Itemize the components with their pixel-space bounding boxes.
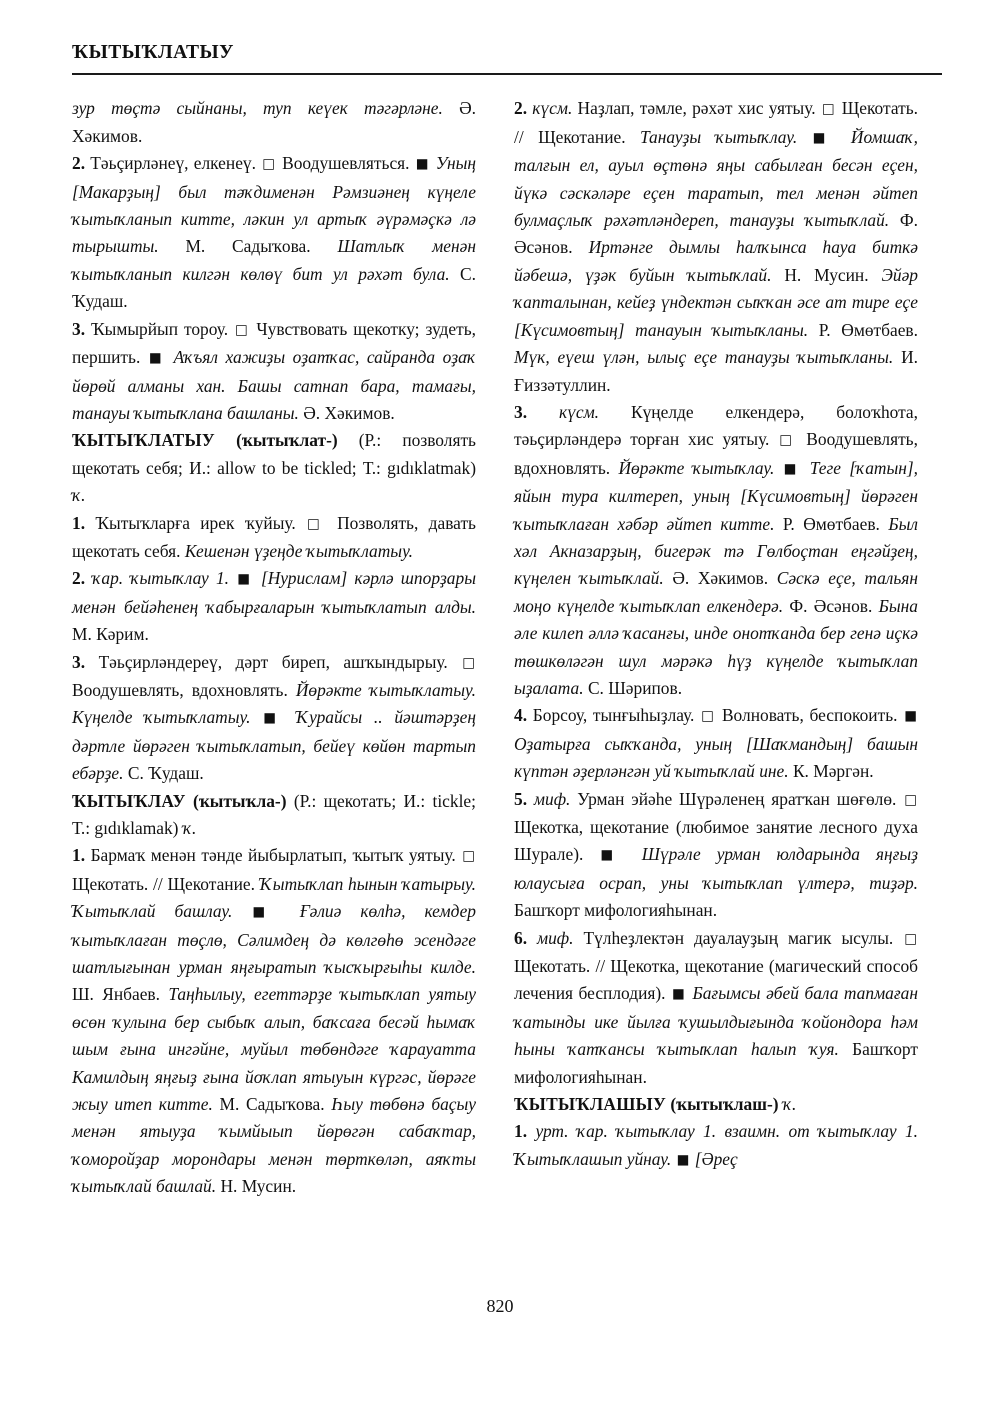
sense-2-kytyklatyu (72, 565, 476, 648)
headword: ҠЫТЫҠЛАШЫУ (514, 1094, 667, 1115)
sense-1-kytyklashyu (514, 1118, 918, 1174)
example-source: Ә. Хәкимов. (303, 402, 395, 423)
sense-number: 3. (514, 401, 528, 422)
example-text: Ҡытыҡлап һынын ҡатырыу. Ҡытыҡлай башлау. (72, 873, 476, 922)
filled-square-icon: ■ (415, 156, 430, 173)
example-source: Башҡорт мифологияһынан. (514, 1039, 918, 1087)
cross-reference: ҡар. ҡытыҡлау 1. (92, 568, 229, 589)
paragraph-continuation (72, 95, 476, 150)
open-square-icon: □ (779, 432, 797, 449)
headword: ҠЫТЫҠЛАТЫУ (72, 430, 215, 451)
example-source: И. Ғиззәтуллин. (514, 347, 918, 395)
example-source: М. Садыҡова. (185, 236, 311, 257)
filled-square-icon: ■ (148, 350, 165, 367)
open-square-icon: □ (904, 930, 918, 947)
open-square-icon: □ (821, 101, 836, 118)
bashkir-definition: Күңелде елкендерә, болоҡһота, тәьçирләндерә торған хис уятыу. (514, 401, 918, 450)
example-source: Н. Мусин. (220, 1176, 297, 1197)
filled-square-icon: ■ (904, 708, 917, 725)
sense-number: 1. (72, 512, 86, 533)
sense-number: 5. (514, 788, 528, 809)
open-square-icon: □ (262, 156, 276, 173)
usage-label: миф. (533, 788, 571, 809)
example-text: Йөрәкте ҡытыҡлатыу. Күңелде ҡытыҡлатыу. (72, 679, 476, 728)
example-source: К. Мәргән. (792, 761, 874, 782)
sense-5-kytyklau (514, 786, 918, 925)
usage-label: күсм. (532, 98, 573, 119)
sense-number: 2. (72, 153, 86, 174)
sense-3-kytyklatyu (72, 649, 476, 788)
sense-3-kytyklanyu (72, 316, 476, 428)
example-source: Ә. Хәкимов. (72, 98, 476, 146)
example-source: Ф. Әсәнов. (514, 210, 918, 258)
example-text: Кешенән үҙеңде ҡытыҡлатыу. (184, 540, 414, 561)
sense-number: 6. (514, 927, 528, 948)
example-text: Йөрәкте ҡытыҡлау. (618, 457, 775, 478)
example-text: Таңһылыу, егеттәрҙе ҡытыҡлап уятыу өсөн ҡулына бер сыбыҡ алып, баҡсаға бесәй һымаҡ шым ғына ингәйне, муйыл төбөндәге ҡарауатта Камилдың яңғыҙ ғына йоҡлап ятыуын күргәс, йөрәге жыу итеп китте. (72, 984, 476, 1115)
headword-stem: (ҡытыҡлат-) (236, 430, 338, 451)
sense-number: 2. (514, 98, 528, 119)
example-source: Ф. Әсәнов. (789, 595, 873, 616)
example-source: Н. Мусин. (784, 264, 869, 285)
example-text: Ҡурайсы .. йәштәрҙең дәртле йөрәген ҡытыҡлатып, бейеү көйөн тартып ебәрҙе. (72, 707, 476, 784)
example-source: С. Шәрипов. (587, 677, 683, 698)
sense-number: 3. (72, 651, 86, 672)
example-source: С. Ҡудаш. (127, 763, 204, 784)
filled-square-icon: ■ (676, 1151, 690, 1168)
example-text: Был хәл Акназарҙың, бигерәк тә Гөлбоçтан еңгәйҙең, күңелен ҡытыҡлай. (514, 513, 918, 589)
example-text: Йомшаҡ, талғын ел, ауыл өçтөнә яңы сабылған бесән еçен, йүкә сәскәләре еçен таратып, тел менән әйтеп булмаçлыҡ рәхәтләндереп, танауҙы ҡытыҡлай. (514, 126, 918, 231)
entry-kytyklau (72, 788, 476, 843)
bashkir-definition: Түлһеҙлектән дауалауҙың магик ысулы. (583, 927, 894, 948)
open-square-icon: □ (235, 321, 250, 338)
example-text: Ғәлиә көлһә, кемдер ҡытыҡлаған төçлө, Сәлимдең дә көлгөһө эсендәге шатлығынан урман яңғыратып ҡысҡырғыһы килде. (72, 901, 476, 978)
example-text: Теге [ҡатын], яйын тура килтереп, уның [Күсимовтың] йөрәген ҡытыҡлаған хәбәр әйтеп китте. (514, 457, 918, 534)
open-square-icon: □ (462, 654, 475, 671)
sense-number: 3. (72, 318, 86, 339)
russian-definition: Позволять, давать щекотать себя. (72, 512, 476, 561)
bashkir-definition: Тәьçирләнеү, елкенеү. (90, 153, 256, 174)
example-source: Р. Өмөтбаев. (782, 513, 880, 534)
left-column (72, 95, 476, 1280)
russian-definition: Чувствовать щекотку; зудеть, першить. (72, 318, 477, 368)
filled-square-icon: ■ (237, 571, 253, 588)
sense-number: 1. (514, 1121, 528, 1142)
translation-gloss: (Р.: щекотать; И.: tickle; Т.: gıdıklamak) (72, 790, 476, 838)
russian-definition: Воодушевлять, вдохновлять. (514, 429, 918, 478)
filled-square-icon: ■ (600, 847, 625, 864)
open-square-icon: □ (701, 708, 716, 725)
sense-2-kytyklau (514, 95, 918, 398)
example-text: зур төçтә сыйнаны, туп кеүек тәгәрләне. (72, 98, 443, 119)
filled-square-icon: ■ (672, 986, 686, 1003)
translation-gloss: (Р.: позволять щекотать себя; И.: allow to be tickled; Т.: gıdıklatmak) (72, 430, 476, 478)
sense-number: 1. (72, 845, 86, 866)
headword-stem: (ҡытыҡла-) (193, 790, 287, 811)
russian-definition: Щекотать. // Щекотание. (72, 873, 255, 894)
sense-1-kytyklau (72, 842, 476, 1200)
example-text: Һыу төбөнә баçыу менән ятыуҙа ҡымйыып йөрөгән сабаҡтар, ҡоморойҙар морондары менән төрткөләп, аяҡты ҡытыҡлай башлай. (72, 1094, 476, 1197)
page-number: 820 (486, 1296, 514, 1316)
usage-label: күсм. (559, 401, 600, 422)
example-text: Шүрәле урман юлдарында яңғыҙ юлаусыға осрап, уны ҡытыҡлап үлтерә, тиҙәр. (514, 844, 918, 893)
russian-definition: Щекотка, щекотание (любимое занятие лесного духа Шурале). (514, 817, 918, 865)
example-text: Эйәр ҡапталынан, кейеҙ үндектән сыҡҡан әсе ат тире еçе [Күсимовтың] танауын ҡытыҡланы. (514, 264, 918, 340)
example-text: Мүк, еүеш үлән, ылыç еçе танауҙы ҡытыҡланы. (514, 347, 894, 368)
example-text: Оҙатырға сыҡҡанда, уның [Шаҡмандың] башын күптән әҙерләнгән уй ҡытыҡлай ине. (514, 733, 918, 782)
headword-stem: (ҡытыҡлаш-) (670, 1094, 779, 1115)
sense-number: 2. (72, 568, 86, 589)
part-of-speech: ҡ. (182, 818, 197, 838)
russian-definition: Щекотать. // Щекотка, щекотание (магический способ лечения бесплодия). (514, 956, 918, 1004)
filled-square-icon: ■ (812, 129, 836, 146)
example-source: Ә. Хәкимов. (672, 568, 769, 589)
example-source: Ш. Янбаев. (72, 984, 160, 1005)
filled-square-icon: ■ (252, 904, 280, 921)
example-source: С. Ҡудаш. (72, 263, 476, 312)
right-column (514, 95, 918, 1280)
filled-square-icon: ■ (263, 710, 284, 727)
example-text: Шатлыҡ менән ҡытыҡланып килгән көлөү бит ул рәхәт була. (72, 236, 476, 284)
cross-reference: урт. ҡар. ҡытыҡлау 1. взаимн. от ҡытыҡлау 1. (535, 1121, 918, 1142)
example-text: Бағымсы әбей бала тапмаған ҡатынды ике йылға ҡушылдығында ҡойондора һәм һыны ҡатҡансы ҡытыҡлап һалып ҡуя. (514, 983, 918, 1060)
part-of-speech: ҡ. (782, 1094, 797, 1115)
bashkir-definition: Ҡытыҡларға ирек ҡуйыу. (95, 512, 296, 533)
example-text: Аҡъял хажиҙы оҙатҡас, сайранда оҙаҡ йөрөй алманы хан. Башы сатнап бара, тамағы, танауы ҡытыҡлана башланы. (72, 347, 476, 423)
example-source: Башҡорт мифологияһынан. (514, 900, 718, 921)
sense-3-kytyklau (514, 399, 918, 702)
bashkir-definition: Урман эйәһе Шүрәленең яратҡан шөғөлө. (577, 788, 897, 809)
usage-label: миф. (537, 927, 574, 948)
example-source: М. Кәрим. (72, 624, 149, 645)
russian-definition: Щекотать. // Щекотание. (514, 98, 918, 147)
running-head: ҠЫТЫҠЛАТЫУ (72, 42, 234, 63)
example-text: Уның [Макарҙың] был тәҡдименән Рәмзиәнең күңеле ҡытыҡланып китте, ләкин ул артыҡ әүрәмәçкә лә тырышты. (72, 153, 476, 257)
open-square-icon: □ (904, 791, 917, 808)
example-text: Ҡытыҡлашып уйнау. (514, 1148, 672, 1169)
sense-4-kytyklau (514, 702, 918, 785)
sense-2-kytyklanyu (72, 150, 476, 315)
example-source: Р. Өмөтбаев. (818, 319, 918, 340)
example-text: [Әреç (694, 1148, 738, 1169)
bashkir-definition: Ҡымырйып тороу. (91, 318, 229, 339)
example-text: Сәскә еçе, тальян моңо күңелде ҡытыҡлап елкендерә. (514, 568, 918, 616)
example-text: Иртәнге дымлы һалҡынса һауа биткә йәбешә, үҙәк буйын ҡытыҡлай. (514, 237, 918, 285)
bashkir-definition: Тәьçирләндереү, дәрт биреп, ашҡындырыу. (98, 651, 448, 672)
sense-6-kytyklau (514, 925, 918, 1091)
header-rule (72, 73, 942, 75)
sense-1-kytyklatyu (72, 510, 476, 566)
open-square-icon: □ (462, 848, 475, 865)
example-text: Бына әле килеп әллә ҡасанғы, инде онотҡанда бер генә иçкә төшкөләгән шул мәрәкә һүҙ күңелде ҡытыҡлап ыҙалата. (514, 595, 918, 698)
example-text: [Нурислам] кәрлә шпорҙары менән бейәһенең ҡабырғаларын ҡытыҡлатып алды. (72, 568, 476, 617)
bashkir-definition: Бармаҡ менән тәнде йыбырлатып, ҡытыҡ уятыу. (90, 845, 456, 866)
russian-definition: Воодушевлять, вдохновлять. (72, 679, 288, 700)
bashkir-definition: Наҙлап, тәмле, рәхәт хис уятыу. (577, 98, 816, 119)
open-square-icon: □ (307, 515, 326, 532)
headword: ҠЫТЫҠЛАУ (72, 790, 186, 811)
filled-square-icon: ■ (783, 460, 801, 477)
russian-definition: Волновать, беспокоить. (721, 705, 898, 726)
entry-kytyklatyu (72, 427, 476, 509)
sense-number: 4. (514, 705, 528, 726)
bashkir-definition: Борсоу, тынғыһыҙлау. (532, 705, 695, 726)
russian-definition: Воодушевляться. (282, 153, 410, 174)
example-text: Танауҙы ҡытыҡлау. (640, 126, 798, 147)
example-source: М. Садыҡова. (219, 1094, 325, 1115)
entry-kytyklashyu (514, 1091, 918, 1118)
part-of-speech: ҡ. (72, 485, 86, 506)
two-column-body (72, 95, 942, 1280)
